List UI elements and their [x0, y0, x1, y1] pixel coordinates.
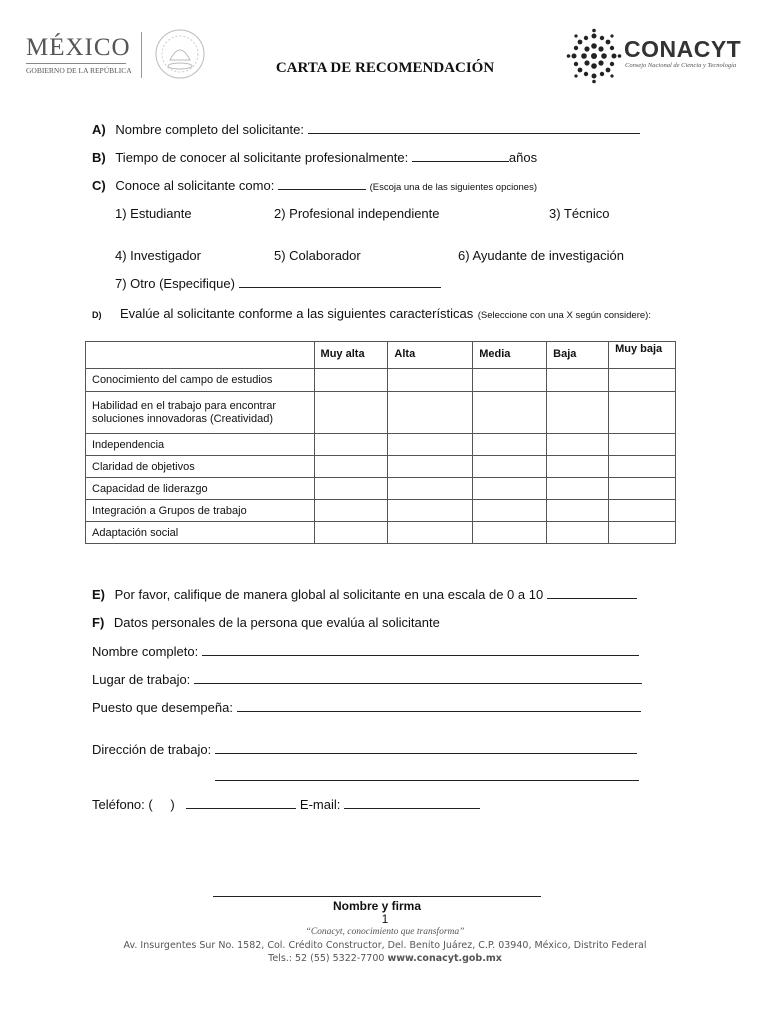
criterion-label: Claridad de objetivos	[86, 456, 315, 478]
option-other-label[interactable]: 7) Otro (Especifique)	[115, 276, 235, 291]
position-row	[92, 699, 641, 715]
rating-cell[interactable]	[314, 500, 388, 522]
criterion-label: Capacidad de liderazgo	[86, 478, 315, 500]
option-student[interactable]: 1) Estudiante	[115, 206, 192, 221]
section-c	[92, 177, 537, 193]
rating-cell[interactable]	[609, 456, 676, 478]
rating-cell[interactable]	[314, 434, 388, 456]
rating-cell[interactable]	[547, 456, 609, 478]
rating-cell[interactable]	[473, 369, 547, 392]
position-field[interactable]	[237, 699, 641, 712]
column-header: Alta	[388, 342, 473, 369]
rating-cell[interactable]	[473, 522, 547, 544]
rating-cell[interactable]	[609, 522, 676, 544]
rating-cell[interactable]	[473, 434, 547, 456]
option-technician[interactable]: 3) Técnico	[549, 206, 610, 221]
section-c-note: (Escoja una de las siguientes opciones)	[369, 182, 537, 193]
column-header: Media	[473, 342, 547, 369]
gov-logo-subtitle: GOBIERNO DE LA REPÚBLICA	[26, 66, 132, 75]
applicant-name-field[interactable]	[308, 121, 640, 134]
workplace-field[interactable]	[194, 671, 642, 684]
section-f-label: Datos personales de la persona que evalúa al solicitante	[113, 615, 440, 630]
rating-cell[interactable]	[547, 369, 609, 392]
section-b-label: Tiempo de conocer al solicitante profesionalmente:	[115, 150, 409, 165]
criterion-label: Integración a Grupos de trabajo	[86, 500, 315, 522]
section-e	[92, 586, 637, 602]
rating-cell[interactable]	[388, 456, 473, 478]
phone-field[interactable]	[186, 796, 296, 809]
rating-cell[interactable]	[473, 392, 547, 434]
rating-cell[interactable]	[314, 478, 388, 500]
section-c-letter: C)	[92, 178, 106, 193]
page-number: 1	[381, 912, 389, 926]
rating-cell[interactable]	[314, 392, 388, 434]
rating-cell[interactable]	[547, 392, 609, 434]
position-label: Puesto que desempeña:	[92, 700, 233, 715]
rating-cell[interactable]	[473, 500, 547, 522]
section-a-letter: A)	[92, 122, 106, 137]
years-known-field[interactable]	[412, 149, 509, 162]
rating-cell[interactable]	[547, 478, 609, 500]
page-title: CARTA DE RECOMENDACIÓN	[275, 60, 495, 76]
column-header: Baja	[547, 342, 609, 369]
footer-website-link[interactable]: www.conacyt.gob.mx	[387, 953, 502, 964]
column-header: Muy alta	[314, 342, 388, 369]
option-research-assistant[interactable]: 6) Ayudante de investigación	[458, 248, 624, 263]
address-field[interactable]	[215, 741, 637, 754]
other-specify-field[interactable]	[239, 275, 441, 288]
workplace-label: Lugar de trabajo:	[92, 672, 191, 687]
rating-cell[interactable]	[314, 522, 388, 544]
email-field[interactable]	[344, 796, 480, 809]
section-a	[92, 121, 640, 137]
footer-slogan: “Conacyt, conocimiento que transforma”	[305, 927, 465, 937]
rating-cell[interactable]	[388, 392, 473, 434]
section-f-letter: F)	[92, 615, 105, 630]
footer-phone: Tels.: 52 (55) 5322-7700	[268, 953, 385, 964]
rating-cell[interactable]	[388, 522, 473, 544]
rating-cell[interactable]	[388, 434, 473, 456]
table-row	[86, 456, 676, 478]
column-header: Muy baja	[609, 342, 676, 369]
table-row	[86, 434, 676, 456]
table-row	[86, 500, 676, 522]
criterion-label: Independencia	[86, 434, 315, 456]
conacyt-logo-subtitle: Consejo Nacional de Ciencia y Tecnología	[625, 62, 737, 69]
evaluator-name-field[interactable]	[202, 643, 639, 656]
section-d-letter: D)	[92, 310, 102, 320]
option-other	[115, 275, 441, 291]
table-header-row	[86, 342, 676, 369]
table-row	[86, 369, 676, 392]
workplace-row	[92, 671, 642, 687]
table-row	[86, 522, 676, 544]
rating-cell[interactable]	[473, 456, 547, 478]
rating-cell[interactable]	[547, 500, 609, 522]
criterion-label: Adaptación social	[86, 522, 315, 544]
section-a-label: Nombre completo del solicitante:	[115, 122, 304, 137]
email-label: E-mail:	[299, 797, 341, 812]
section-f	[92, 615, 440, 630]
gov-logo-title: MÉXICO	[26, 34, 131, 61]
section-c-label: Conoce al solicitante como:	[115, 178, 275, 193]
phone-label: Teléfono: (	[92, 797, 153, 812]
option-researcher[interactable]: 4) Investigador	[115, 248, 201, 263]
rating-cell[interactable]	[388, 369, 473, 392]
section-e-letter: E)	[92, 587, 105, 602]
contact-row	[92, 796, 480, 812]
footer-contact	[0, 953, 770, 964]
rating-cell[interactable]	[388, 478, 473, 500]
rating-cell[interactable]	[473, 478, 547, 500]
rating-cell[interactable]	[547, 434, 609, 456]
rating-cell[interactable]	[609, 500, 676, 522]
section-b	[92, 149, 537, 165]
conacyt-logo-name: CONACYT	[624, 36, 742, 62]
address-field-line-2[interactable]	[215, 780, 639, 781]
signature-label: Nombre y firma	[332, 899, 422, 913]
footer-address: Av. Insurgentes Sur No. 1582, Col. Crédito Constructor, Del. Benito Juárez, C.P. 03940, México, Distrito Federal	[123, 940, 647, 951]
conacyt-logo-icon	[566, 28, 622, 89]
section-d-label: Evalúe al solicitante conforme a las siguientes características	[119, 306, 474, 321]
table-header-blank	[86, 342, 315, 369]
rating-cell[interactable]	[314, 456, 388, 478]
address-label: Dirección de trabajo:	[92, 742, 212, 757]
phone-close-paren: )	[170, 797, 175, 812]
section-b-letter: B)	[92, 150, 106, 165]
evaluator-name-row	[92, 643, 639, 659]
rating-cell[interactable]	[609, 478, 676, 500]
years-unit: años	[508, 150, 538, 165]
global-score-field[interactable]	[547, 586, 637, 599]
rating-cell[interactable]	[609, 392, 676, 434]
evaluator-name-label: Nombre completo:	[92, 644, 199, 659]
coat-of-arms-icon	[150, 26, 210, 87]
rating-cell[interactable]	[314, 369, 388, 392]
rating-cell[interactable]	[609, 369, 676, 392]
section-d-note: (Seleccione con una X según considere):	[477, 310, 651, 321]
signature-line[interactable]	[213, 896, 541, 897]
section-d	[92, 305, 651, 323]
rating-cell[interactable]	[609, 434, 676, 456]
table-row	[86, 478, 676, 500]
option-collaborator[interactable]: 5) Colaborador	[274, 248, 361, 263]
option-independent[interactable]: 2) Profesional independiente	[274, 206, 440, 221]
address-row	[92, 741, 637, 757]
rating-cell[interactable]	[547, 522, 609, 544]
criterion-label: Conocimiento del campo de estudios	[86, 369, 315, 392]
section-e-label: Por favor, califique de manera global al solicitante en una escala de 0 a 10	[114, 587, 544, 602]
criterion-label: Habilidad en el trabajo para encontrar soluciones innovadoras (Creatividad)	[86, 392, 315, 434]
evaluation-table	[85, 341, 676, 544]
table-row	[86, 392, 676, 434]
relationship-field[interactable]	[278, 177, 366, 190]
rating-cell[interactable]	[388, 500, 473, 522]
